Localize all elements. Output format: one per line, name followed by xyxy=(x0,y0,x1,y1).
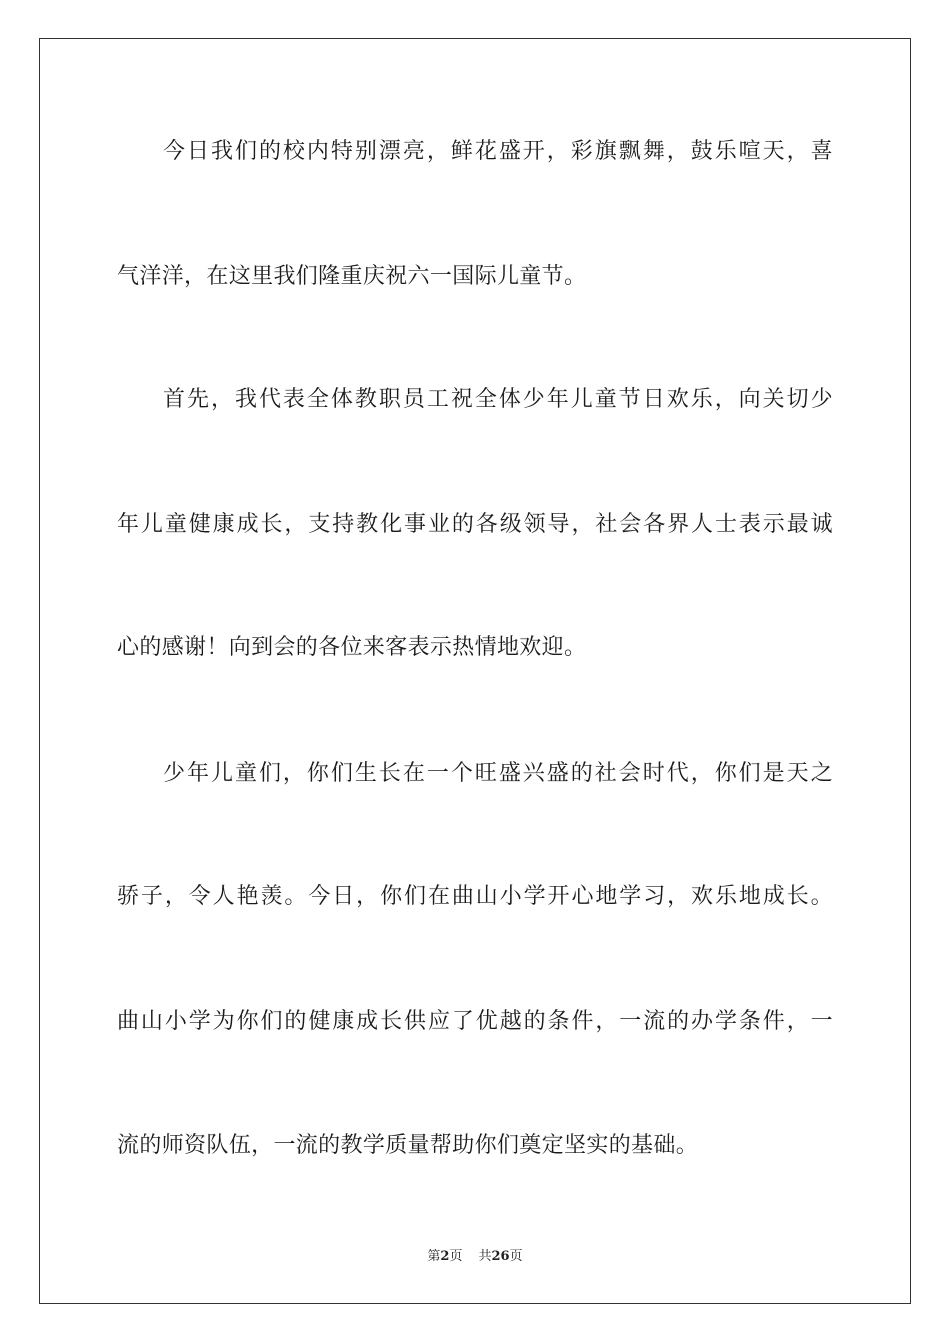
paragraph-1-line-2: 气洋洋，在这里我们隆重庆祝六一国际儿童节。 xyxy=(117,264,587,289)
paragraph-3-line-3: 曲山小学为你们的健康成长供应了优越的条件，一流的办学条件，一 xyxy=(117,1009,833,1034)
paragraph-3-line-1: 少年儿童们，你们生长在一个旺盛兴盛的社会时代，你们是天之 xyxy=(163,761,833,786)
page-number: 2 xyxy=(440,1249,450,1264)
page-prefix: 第 xyxy=(427,1249,441,1264)
paragraph-2-line-2: 年儿童健康成长，支持教化事业的各级领导，社会各界人士表示最诚 xyxy=(117,512,833,537)
paragraph-1-line-1: 今日我们的校内特别漂亮，鲜花盛开，彩旗飘舞，鼓乐喧天，喜 xyxy=(163,139,833,164)
paragraph-2-line-1: 首先，我代表全体教职员工祝全体少年儿童节日欢乐，向关切少 xyxy=(163,387,833,412)
paragraph-3-line-4: 流的师资队伍，一流的教学质量帮助你们奠定坚实的基础。 xyxy=(117,1133,699,1158)
paragraph-3-line-2: 骄子，令人艳羡。今日，你们在曲山小学开心地学习，欢乐地成长。 xyxy=(117,884,833,909)
total-suffix: 页 xyxy=(509,1249,523,1264)
total-prefix: 共 xyxy=(478,1249,492,1264)
paragraph-2-line-3: 心的感谢！向到会的各位来客表示热情地欢迎。 xyxy=(117,635,587,660)
page-border xyxy=(39,38,911,1304)
total-pages: 26 xyxy=(491,1249,510,1264)
page-suffix: 页 xyxy=(449,1249,463,1264)
page-footer xyxy=(0,1248,950,1266)
